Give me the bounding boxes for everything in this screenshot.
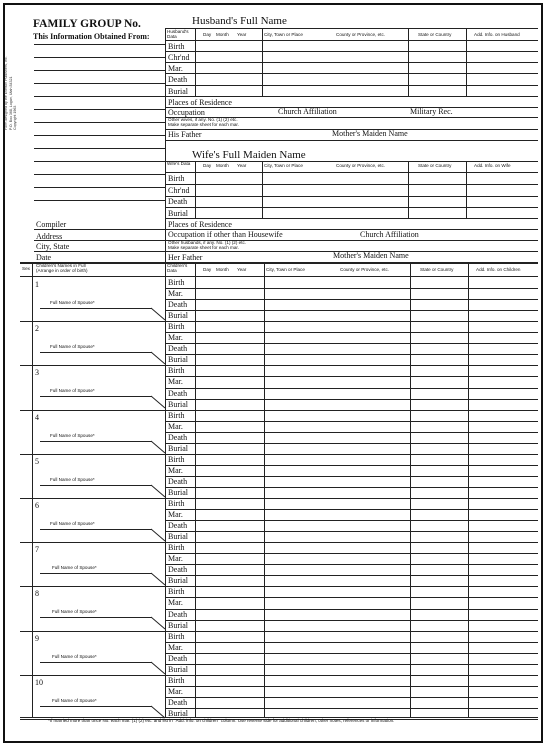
children-table-top bbox=[20, 262, 538, 264]
wife-separate-sheet-label: Make separate sheet for each mar. bbox=[168, 245, 239, 250]
wife-col-county: County or Province, etc. bbox=[336, 163, 386, 168]
child-event-label: Burial bbox=[168, 576, 188, 586]
husband-other-wives-label: Other wives, if any. No. (1) (2) etc. bbox=[168, 117, 238, 122]
wife-residence-label: Places of Residence bbox=[168, 220, 232, 229]
child-row-line bbox=[165, 487, 538, 488]
husband-christened-label: Chr'nd bbox=[168, 53, 190, 62]
child-col-state: State or Country bbox=[420, 267, 454, 272]
child-number: 1 bbox=[35, 280, 39, 289]
spouse-name-label: Full Name of Spouse* bbox=[52, 697, 97, 703]
child-event-label: Mar. bbox=[168, 289, 183, 299]
child-block-divider bbox=[20, 365, 538, 366]
child-number: 8 bbox=[35, 589, 39, 599]
wife-christened-label: Chr'nd bbox=[168, 186, 190, 195]
child-block-divider bbox=[20, 321, 538, 322]
child-event-label: Burial bbox=[168, 443, 188, 453]
child-event-label: Birth bbox=[168, 366, 185, 376]
child-number: 3 bbox=[35, 368, 39, 378]
child-col-month: Month bbox=[216, 267, 229, 272]
col-month: Month bbox=[216, 32, 229, 37]
child-event-label: Mar. bbox=[168, 598, 183, 608]
wife-col-day: Day bbox=[203, 163, 212, 168]
spouse-line bbox=[40, 485, 152, 486]
form-border bbox=[3, 3, 543, 743]
spouse-line-diagonal bbox=[151, 528, 167, 542]
child-row-line bbox=[165, 509, 538, 510]
spouse-line bbox=[40, 529, 152, 530]
child-event-label: Burial bbox=[168, 311, 188, 321]
child-row-line bbox=[165, 332, 538, 333]
form-title: FAMILY GROUP No. bbox=[33, 18, 141, 30]
child-event-label: Birth bbox=[168, 587, 185, 597]
child-col-day: Day bbox=[203, 267, 212, 272]
child-block-divider bbox=[20, 498, 538, 499]
child-event-label: Burial bbox=[168, 620, 188, 630]
spouse-name-label: Full Name of Spouse* bbox=[52, 653, 97, 659]
spouse-name-label: Full Name of Spouse* bbox=[50, 388, 95, 394]
child-row-line bbox=[165, 708, 538, 709]
wife-col-state: State or Country bbox=[418, 163, 452, 168]
husband-death-label: Death bbox=[168, 75, 188, 84]
child-col-county: County or Province, etc. bbox=[340, 267, 390, 272]
child-number: 4 bbox=[35, 412, 39, 422]
child-row-line bbox=[165, 697, 538, 698]
child-event-label: Birth bbox=[168, 543, 185, 553]
childrens-data-label: Children's Data bbox=[167, 263, 188, 273]
wife-col-city: City, Town or Place bbox=[264, 163, 303, 168]
spouse-name-label: Full Name of Spouse* bbox=[50, 476, 95, 482]
husband-father-label: His Father bbox=[168, 130, 202, 139]
child-event-label: Birth bbox=[168, 278, 185, 287]
spouse-line bbox=[40, 396, 152, 397]
footer-note: *If married more than once No. each mar. (1) (2) etc. and list in "Add. info. on children" column. Use reverse side for additional children, other notes, references or information. bbox=[48, 718, 395, 723]
child-number: 10 bbox=[35, 677, 43, 687]
child-event-label: Death bbox=[168, 432, 188, 442]
child-event-label: Death bbox=[168, 388, 188, 398]
col-add-children: Add. Info. on Children bbox=[476, 267, 521, 272]
child-row-line bbox=[165, 354, 538, 355]
city-state-label: City, State bbox=[36, 242, 70, 251]
col-city: City, Town or Place bbox=[264, 32, 303, 37]
child-number: 9 bbox=[35, 633, 39, 643]
child-row-line bbox=[165, 376, 538, 377]
spouse-line bbox=[40, 706, 152, 707]
child-number: 6 bbox=[35, 501, 39, 510]
spouse-line-diagonal bbox=[151, 440, 167, 454]
spouse-name-label: Full Name of Spouse* bbox=[50, 344, 95, 350]
child-row-line bbox=[165, 465, 538, 466]
wife-father-label: Her Father bbox=[168, 253, 203, 262]
husband-burial-label: Burial bbox=[168, 87, 188, 96]
child-block-divider bbox=[20, 631, 538, 632]
child-event-label: Death bbox=[168, 609, 188, 619]
child-row-line bbox=[165, 686, 538, 687]
child-col-city: City, Town or Place bbox=[266, 267, 305, 272]
child-row-line bbox=[165, 642, 538, 643]
col-add-wife: Add. Info. on Wife bbox=[474, 163, 511, 168]
child-row-line bbox=[165, 421, 538, 422]
child-row-line bbox=[165, 564, 538, 565]
side-copyright-text: Form designed by the Everton Publishers, Inc. P.O. Box 368, Logan, Utah 84321 Copyright 1963 bbox=[4, 56, 18, 130]
husband-mother-label: Mother's Maiden Name bbox=[332, 129, 408, 138]
child-event-label: Burial bbox=[168, 664, 188, 674]
child-event-label: Death bbox=[168, 653, 188, 663]
child-row-line bbox=[165, 399, 538, 400]
husband-military-label: Military Rec. bbox=[410, 107, 453, 116]
spouse-line-diagonal bbox=[151, 572, 167, 586]
child-event-label: Death bbox=[168, 476, 188, 486]
child-row-line bbox=[165, 597, 538, 598]
child-number: 2 bbox=[35, 324, 39, 334]
child-row-line bbox=[165, 653, 538, 654]
child-event-label: Mar. bbox=[168, 465, 183, 475]
husband-married-label: Mar. bbox=[168, 64, 183, 73]
col-county: County or Province, etc. bbox=[336, 32, 386, 37]
wife-occupation-label: Occupation if other than Housewife bbox=[168, 230, 283, 239]
child-event-label: Mar. bbox=[168, 421, 183, 431]
spouse-line bbox=[40, 573, 152, 574]
husband-name-label: Husband's Full Name bbox=[192, 15, 287, 27]
child-row-line bbox=[165, 388, 538, 389]
spouse-name-label: Full Name of Spouse* bbox=[52, 609, 97, 615]
address-label: Address bbox=[36, 232, 63, 241]
spouse-name-label: Full Name of Spouse* bbox=[50, 521, 95, 526]
spouse-line-diagonal bbox=[151, 484, 167, 498]
child-row-line bbox=[165, 476, 538, 477]
spouse-line bbox=[40, 662, 152, 663]
wife-death-label: Death bbox=[168, 197, 188, 206]
child-event-label: Mar. bbox=[168, 377, 183, 387]
child-row-line bbox=[165, 520, 538, 521]
child-block-divider bbox=[20, 410, 538, 411]
child-block-divider bbox=[20, 586, 538, 587]
child-number: 5 bbox=[35, 456, 39, 466]
spouse-line-diagonal bbox=[151, 661, 167, 675]
child-event-label: Birth bbox=[168, 675, 185, 685]
spouse-line bbox=[40, 617, 152, 618]
child-row-line bbox=[165, 288, 538, 289]
wife-burial-label: Burial bbox=[168, 209, 188, 218]
child-row-line bbox=[165, 609, 538, 610]
child-event-label: Mar. bbox=[168, 686, 183, 696]
child-event-label: Death bbox=[168, 300, 188, 310]
child-row-line bbox=[165, 432, 538, 433]
child-event-label: Birth bbox=[168, 499, 185, 508]
child-row-line bbox=[165, 664, 538, 665]
spouse-name-label: Full Name of Spouse* bbox=[52, 565, 97, 571]
child-event-label: Burial bbox=[168, 487, 188, 497]
wife-col-month: Month bbox=[216, 163, 229, 168]
child-event-label: Burial bbox=[168, 708, 188, 718]
spouse-line bbox=[40, 308, 152, 309]
spouse-name-label: Full Name of Spouse* bbox=[50, 300, 95, 305]
child-event-label: Birth bbox=[168, 631, 185, 641]
spouse-line bbox=[40, 352, 152, 353]
spouse-line-diagonal bbox=[151, 616, 167, 630]
child-row-line bbox=[165, 343, 538, 344]
wife-church-label: Church Affiliation bbox=[360, 230, 419, 239]
child-event-label: Death bbox=[168, 521, 188, 531]
child-number: 7 bbox=[35, 545, 39, 555]
child-event-label: Birth bbox=[168, 322, 185, 332]
child-row-line bbox=[165, 443, 538, 444]
child-row-line bbox=[165, 553, 538, 554]
wife-col-year: Year bbox=[237, 163, 247, 168]
child-block-divider bbox=[20, 542, 538, 543]
spouse-line-diagonal bbox=[151, 395, 167, 409]
spouse-line-diagonal bbox=[151, 307, 167, 321]
col-add-husband: Add. Info. on Husband bbox=[474, 32, 520, 37]
spouse-line-diagonal bbox=[151, 351, 167, 365]
child-row-line bbox=[165, 575, 538, 576]
child-event-label: Death bbox=[168, 344, 188, 354]
husband-separate-sheet-label: Make separate sheet for each mar. bbox=[168, 122, 239, 127]
wife-name-label: Wife's Full Maiden Name bbox=[192, 149, 306, 161]
child-event-label: Mar. bbox=[168, 333, 183, 343]
child-event-label: Burial bbox=[168, 532, 188, 542]
child-row-line bbox=[165, 620, 538, 621]
husband-birth-label: Birth bbox=[168, 42, 185, 51]
col-state: State or Country bbox=[418, 32, 452, 37]
compiler-label: Compiler bbox=[36, 220, 67, 229]
husband-church-label: Church Affiliation bbox=[278, 107, 337, 116]
child-event-label: Death bbox=[168, 565, 188, 575]
info-source-label: This Information Obtained From: bbox=[33, 32, 150, 41]
child-event-label: Mar. bbox=[168, 642, 183, 652]
child-row-line bbox=[165, 299, 538, 300]
child-col-year: Year bbox=[237, 267, 247, 272]
child-block-divider bbox=[20, 454, 538, 455]
child-block-divider bbox=[20, 675, 538, 676]
spouse-line bbox=[40, 441, 152, 442]
child-row-line bbox=[165, 310, 538, 311]
husband-residence-label: Places of Residence bbox=[168, 98, 232, 107]
wife-mother-label: Mother's Maiden Name bbox=[333, 251, 409, 260]
child-event-label: Burial bbox=[168, 355, 188, 365]
husband-occupation-label: Occupation bbox=[168, 108, 205, 117]
col-sex: Sex bbox=[22, 266, 30, 271]
date-label: Date bbox=[36, 253, 52, 262]
wifes-data-label: Wife's Data bbox=[167, 161, 191, 166]
child-event-label: Mar. bbox=[168, 554, 183, 564]
child-event-label: Burial bbox=[168, 399, 188, 409]
col-year: Year bbox=[237, 32, 247, 37]
child-event-label: Birth bbox=[168, 410, 185, 420]
child-event-label: Death bbox=[168, 697, 188, 707]
child-row-line bbox=[165, 531, 538, 532]
wife-other-husbands-label: Other husbands, if any. No. (1) (2) etc. bbox=[168, 240, 247, 245]
col-children-names: Children's Names in Full bbox=[36, 263, 86, 268]
wife-birth-label: Birth bbox=[168, 174, 185, 183]
child-event-label: Mar. bbox=[168, 510, 183, 520]
child-event-label: Birth bbox=[168, 454, 185, 464]
spouse-name-label: Full Name of Spouse* bbox=[50, 432, 95, 438]
husbands-data-label: Husband's Data bbox=[167, 29, 189, 39]
col-day: Day bbox=[203, 32, 212, 37]
col-children-order: (Arrange in order of birth) bbox=[36, 268, 88, 273]
